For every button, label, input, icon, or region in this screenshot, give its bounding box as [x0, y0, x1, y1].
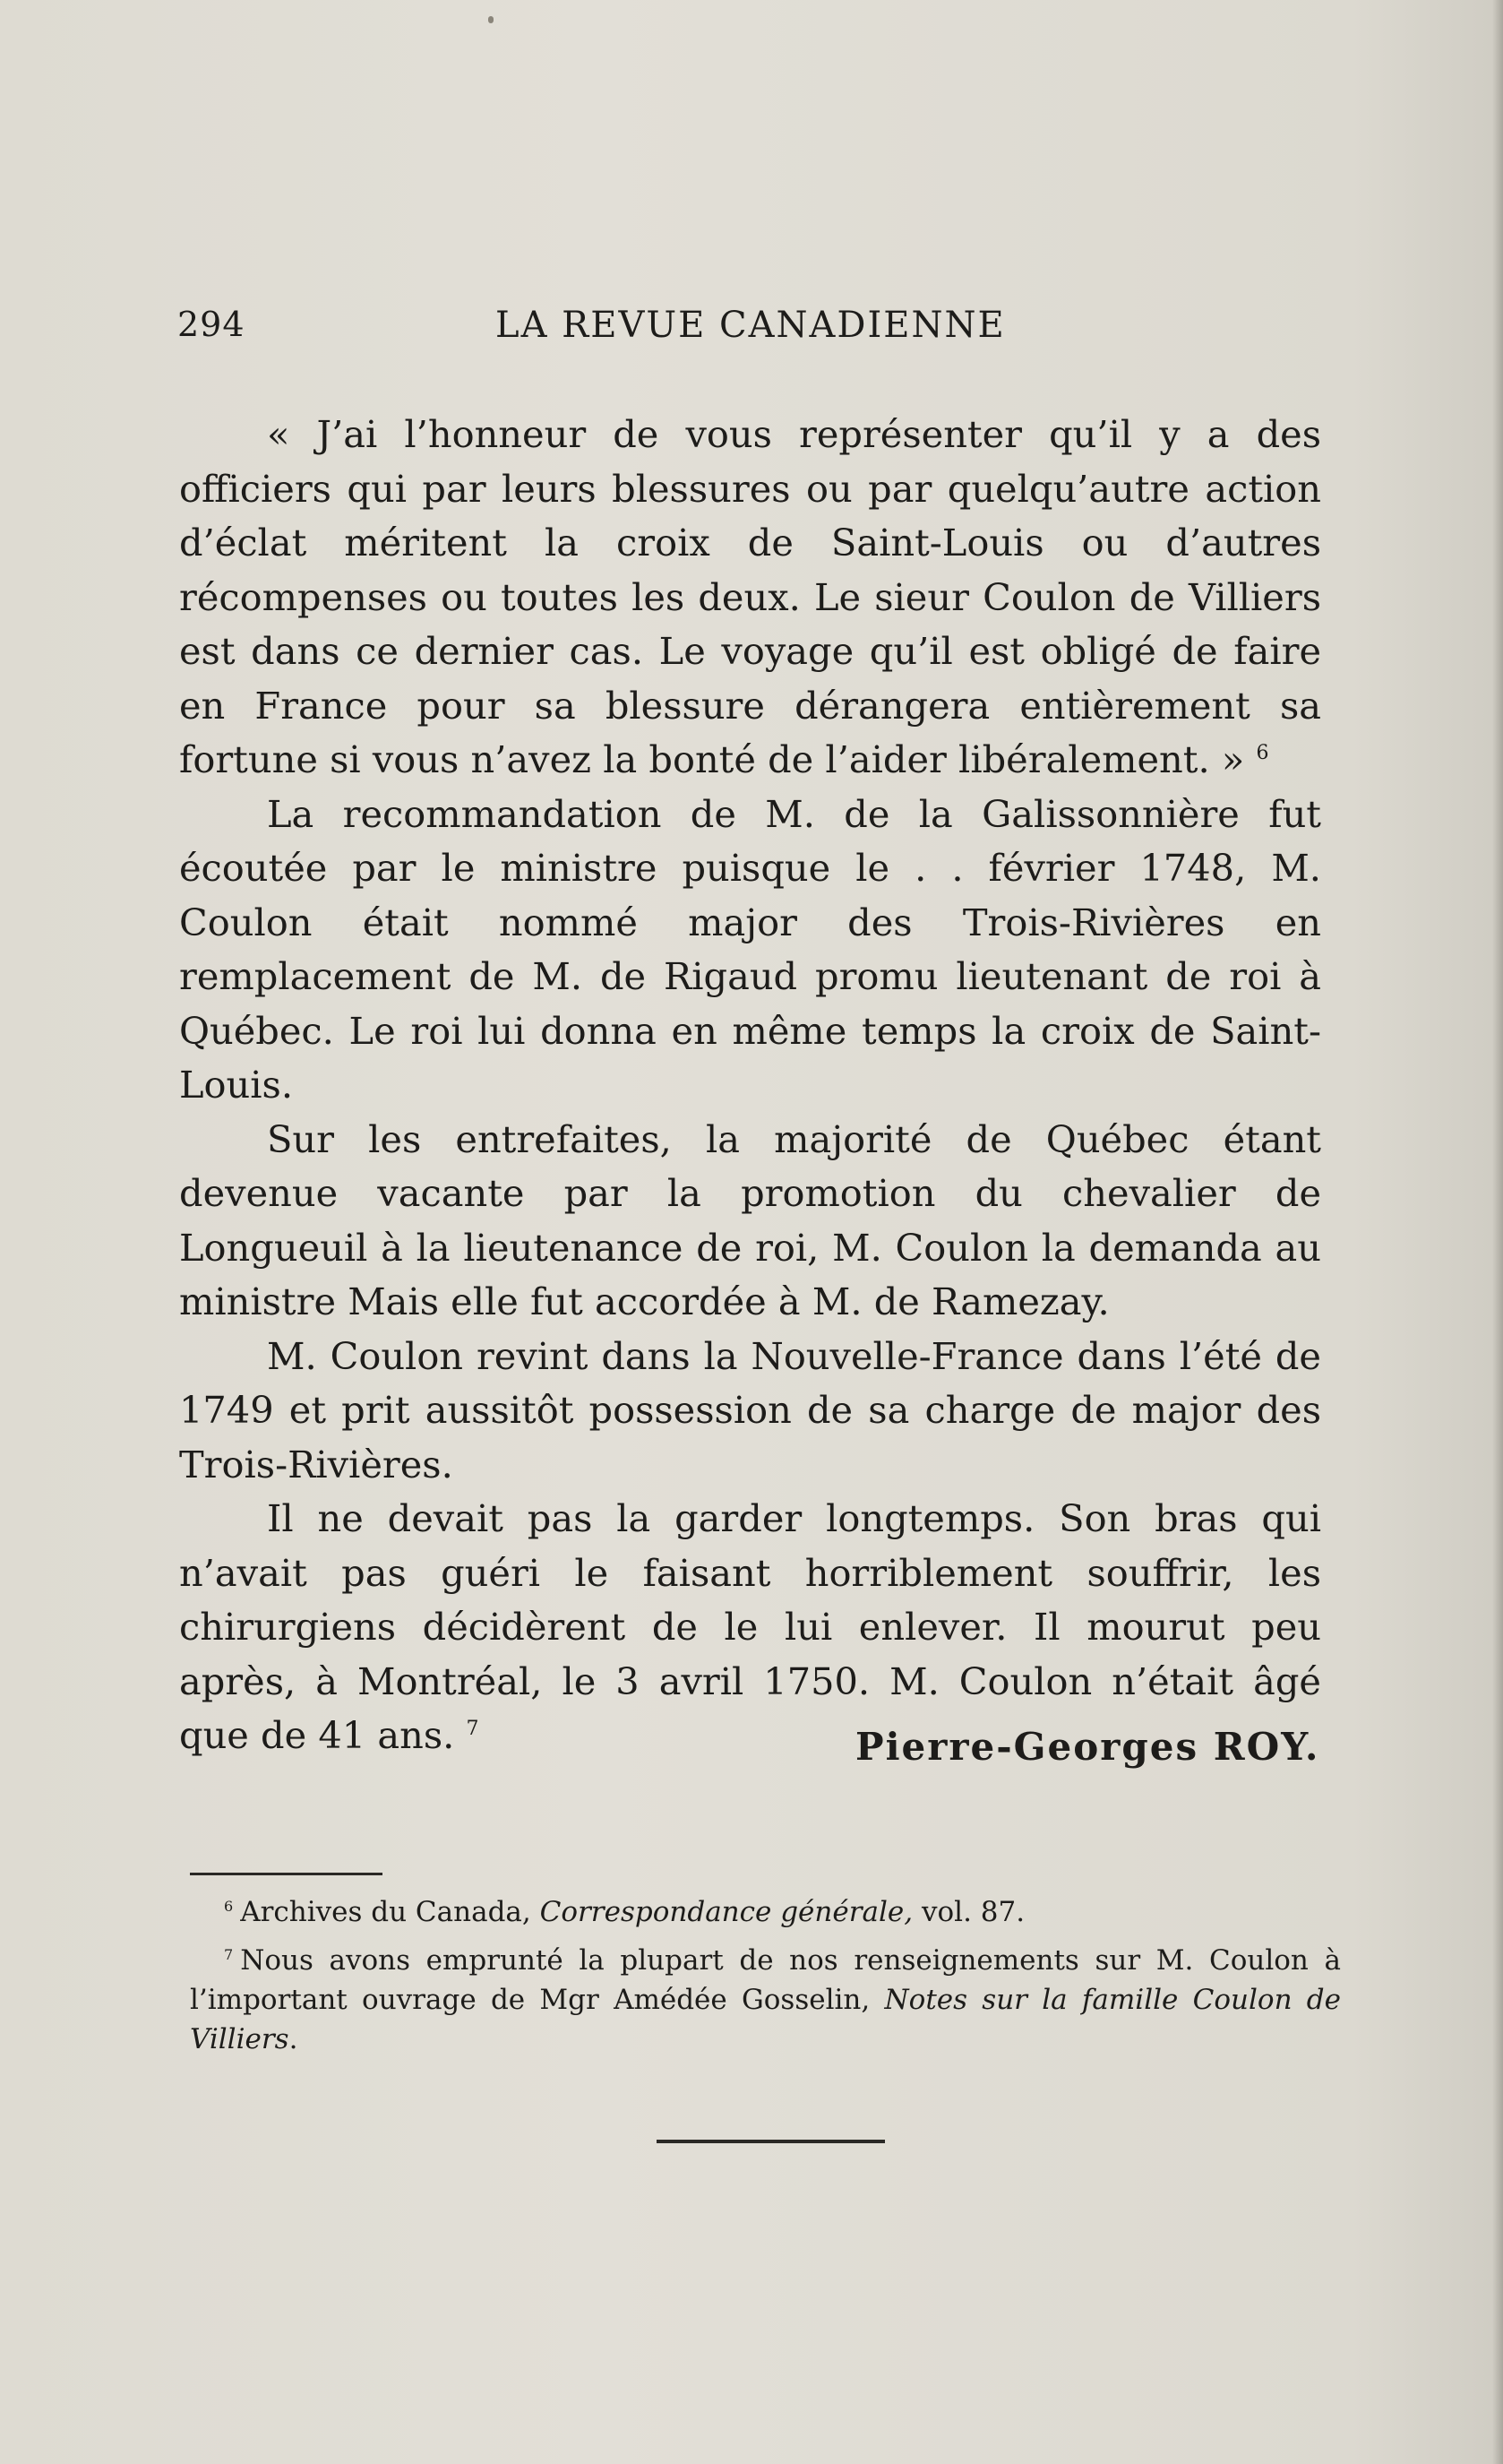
page-header — [177, 305, 1324, 358]
author-signature: Pierre-Georges ROY. — [855, 1725, 1320, 1769]
paragraph — [179, 1492, 1321, 1763]
page-number: 294 — [177, 305, 245, 344]
paragraph — [179, 408, 1321, 788]
footnote-text-end: vol. 87. — [913, 1896, 1026, 1928]
body-text — [179, 408, 1321, 1763]
paragraph — [179, 1113, 1321, 1330]
footnote-text: Archives du Canada, — [240, 1896, 540, 1928]
footnote — [190, 1941, 1341, 2059]
paragraph-text: Il ne devait pas la garder longtemps. Son bras qui n’avait pas guéri le faisant horriblement souffrir, les chirurgiens décidèrent de le lui enlever. Il mourut peu après, à Montréal, le 3 avril 1750. M. Coulon n’était âgé que de 41 ans. — [179, 1496, 1321, 1757]
footnote-title: Correspondance générale, — [539, 1896, 914, 1928]
footnote-text-end: . — [288, 2023, 298, 2055]
page-edge-shadow — [1492, 0, 1503, 2464]
footnote-ref: 6 — [1256, 742, 1269, 765]
footnotes — [190, 1892, 1341, 2068]
paragraph-text: M. Coulon revint dans la Nouvelle-France dans l’été de 1749 et prit aussitôt possession de sa charge de major des Trois-Rivières. — [179, 1333, 1321, 1486]
end-divider — [657, 2140, 885, 2143]
paper-speck — [488, 16, 494, 23]
paragraph — [179, 788, 1321, 1113]
footnote-text: Nous avons emprunté la plupart de nos renseignements sur M. Coulon à l’important ouvrage de Mgr Amédée Gosselin, — [190, 1944, 1341, 2016]
paragraph-text: Sur les entrefaites, la majorité de Québec étant devenue vacante par la promotion du chevalier de Longueuil à la lieutenance de roi, M. Coulon la demanda au ministre Mais elle fut accordée à M. de Ramezay. — [179, 1116, 1321, 1323]
footnote-mark: 6 — [224, 1897, 234, 1915]
running-title: LA REVUE CANADIENNE — [495, 305, 1006, 346]
footnote-divider — [190, 1873, 382, 1875]
footnote-mark: 7 — [224, 1945, 234, 1963]
footnote-ref: 7 — [466, 1718, 479, 1741]
paragraph-text: « J’ai l’honneur de vous représenter qu’il y a des officiers qui par leurs blessures ou par quelqu’autre action d’éclat méritent la croix de Saint-Louis ou d’autres récompenses ou toutes les deux. Le sieur Coulon de Villiers est dans ce dernier cas. Le voyage qu’il est obligé de faire en France pour sa blessure dérangera entièrement sa fortune si vous n’avez la bonté de l’aider libéralement. » — [179, 412, 1321, 781]
footnote — [190, 1892, 1341, 1932]
paragraph-text: La recommandation de M. de la Galissonnière fut écoutée par le ministre puisque le . . février 1748, M. Coulon était nommé major des Trois-Rivières en remplacement de M. de Rigaud promu lieutenant de roi à Québec. Le roi lui donna en même temps la croix de Saint-Louis. — [179, 791, 1321, 1107]
paragraph — [179, 1330, 1321, 1493]
footnote-title: Notes sur la famille Coulon de Villiers — [190, 1984, 1341, 2055]
